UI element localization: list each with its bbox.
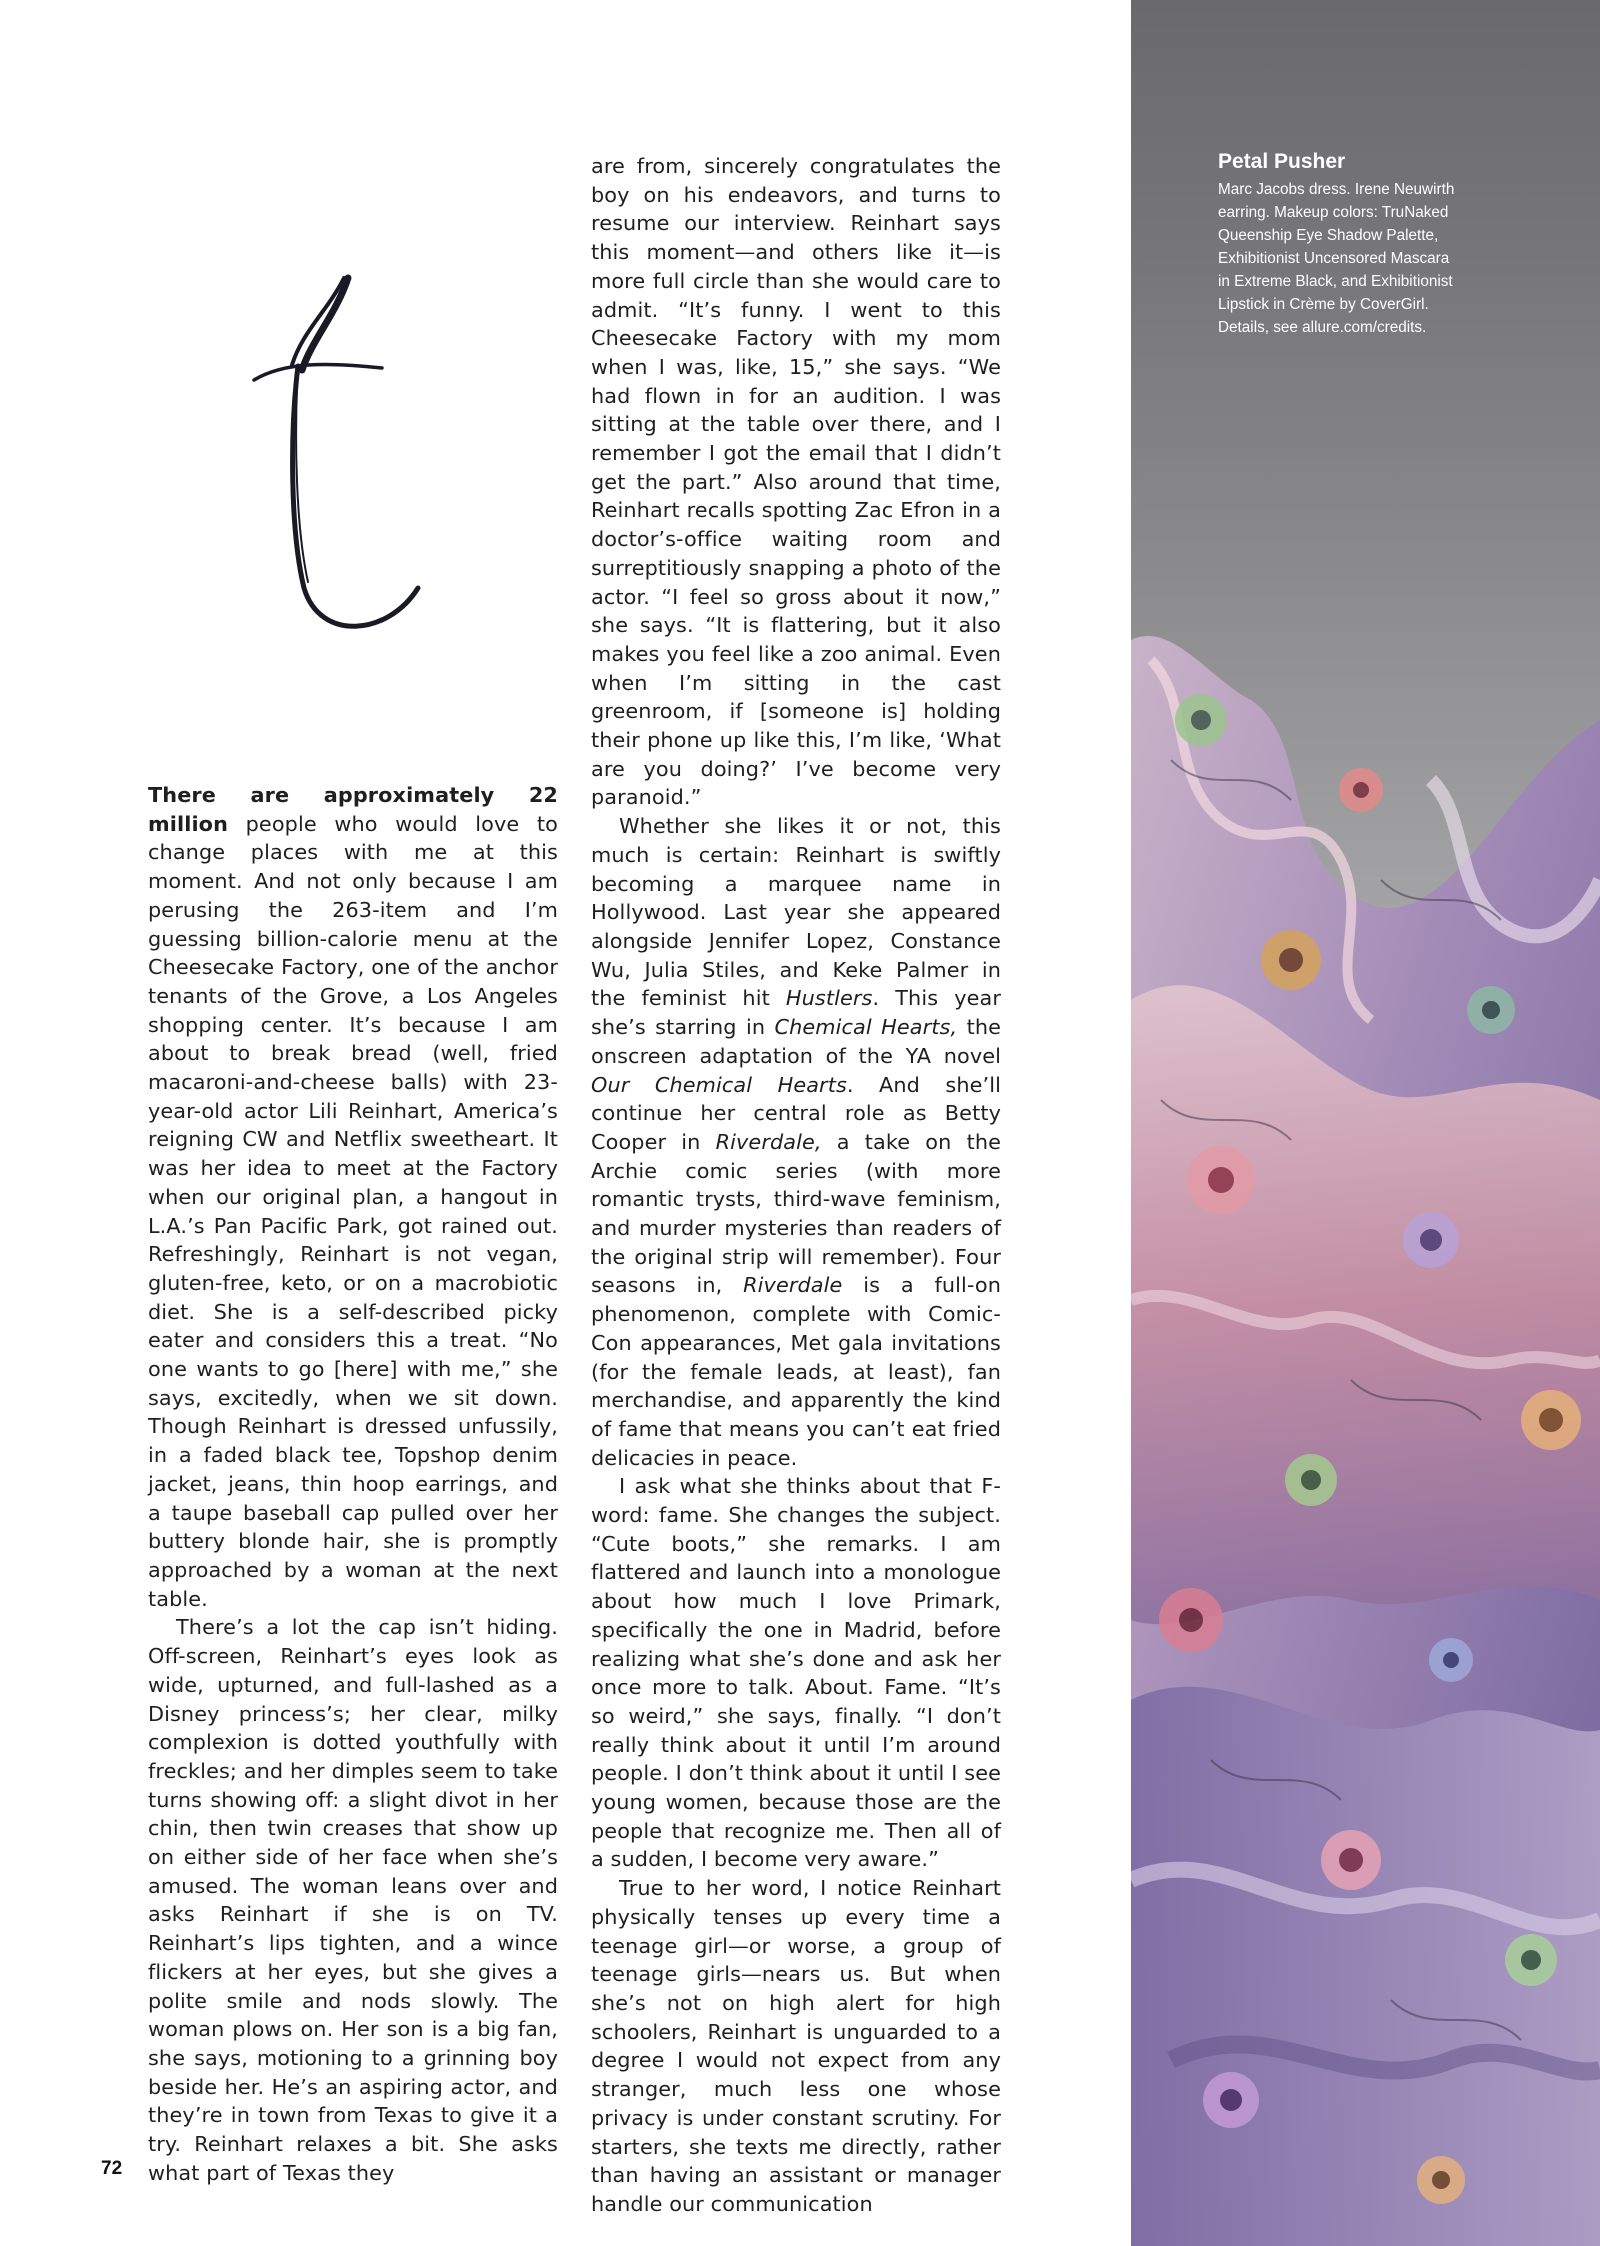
lead-in-text: There are approximately 22 million [148, 783, 558, 836]
paragraph-text: . This year she’s starring in [591, 986, 1001, 1040]
title-riverdale: Riverdale, [715, 1129, 822, 1154]
article-paragraph [148, 781, 558, 1613]
article-paragraph [591, 812, 1001, 1472]
article-paragraph: are from, sincerely congratulates the boy on his endeavors, and turns to resume our interview. Reinhart says this moment—and others like it—is more full circle than she would care to admit. “It’s funny. I went to this Cheesecake Factory with my mom when I was, like, 15,” she says. “We had flown in for an audition. I was sitting at the table over there, and I remember I got the email that I didn’t get the part.” Also around that time, Reinhart recalls spotting Zac Efron in a doctor’s-office waiting room and surreptitiously snapping a photo of the actor. “I feel so gross about it now,” she says. “It is flattering, but it also makes you feel like a zoo animal. Even when I’m sitting in the cast greenroom, if [someone is] holding their phone up like this, I’m like, ‘What are you doing?’ I’ve become very paranoid.” [591, 154, 1001, 810]
page-number: 72 [101, 2158, 123, 2179]
paragraph-text: a take on the Archie comic series (with more romantic trysts, third-wave feminism, and murder mysteries than readers of the original strip will remember). Four seasons in, [591, 1129, 1001, 1298]
paragraph-text: is a full-on phenomenon, complete with Comic-Con appearances, Met gala invitations (for the female leads, at least), fan merchandise, and apparently the kind of fame that means you can’t eat fried delicacies in peace. [591, 1273, 1001, 1470]
article-column-right [591, 152, 1001, 2219]
title-our-chemical-hearts: Our Chemical Hearts [591, 1072, 847, 1097]
article-paragraph: I ask what she thinks about that F-word: fame. She changes the subject. “Cute boots,” she remarks. I am flattered and launch into a monologue about how much I love Primark, specifically the one in Madrid, before realizing what she’s done and ask her once more to talk. About. Fame. “It’s so weird,” she says, finally. “I don’t really think about it until I’m around people. I don’t think about it until I see young women, because those are the people that recognize me. Then all of a sudden, I become very aware.” [591, 1474, 1001, 1872]
caption-title: Petal Pusher [1218, 150, 1346, 173]
paragraph-text: . And she’ll continue her central role as Betty Cooper in [591, 1072, 1001, 1154]
article-paragraph: There’s a lot the cap isn’t hiding. Off-screen, Reinhart’s eyes look as wide, upturned, and full-lashed as a Disney princess’s; her clear, milky complexion is dotted youthfully with freckles; and her dimples seem to take turns showing off: a slight divot in her chin, then twin creases that show up on either side of her face when she’s amused. The woman leans over and asks Reinhart if she is on TV. Reinhart’s lips tighten, and a wince flickers at her eyes, but she gives a polite smile and nods slowly. The woman plows on. Her son is a big fan, she says, motioning to a grinning boy beside her. He’s an aspiring actor, and they’re in town from Texas to give it a try. Reinhart relaxes a bit. She asks what part of Texas they [148, 1615, 558, 2185]
article-paragraph: True to her word, I notice Reinhart physically tenses up every time a teenage girl—or worse, a group of teenage girls—nears us. But when she’s not on high alert for high schoolers, Reinhart is unguarded to a degree I would not expect from any stranger, much less one whose privacy is under constant scrutiny. For starters, she texts me directly, rather than having an assistant or manager handle our communication [591, 1876, 1001, 2216]
paragraph-text: Whether she likes it or not, this much is certain: Reinhart is swiftly becoming a marquee name in Hollywood. Last year she appeared alongside Jennifer Lopez, Constance Wu, Julia Stiles, and Keke Palmer in the feminist hit [591, 814, 1001, 1011]
caption-body: Marc Jacobs dress. Irene Neuwirth earring. Makeup colors: TruNaked Queenship Eye Shadow Palette, Exhibitionist Uncensored Mascara in Extreme Black, and Exhibitionist Lipstick in Crème by CoverGirl. Details, see allure.com/credits. [1218, 181, 1455, 336]
paragraph-text: the onscreen adaptation of the YA novel [591, 1015, 1001, 1068]
photo-caption [1218, 149, 1458, 339]
drop-cap-letter [240, 270, 440, 650]
article-column-left [148, 781, 558, 2187]
title-riverdale: Riverdale [743, 1273, 843, 1298]
title-hustlers: Hustlers [785, 986, 873, 1011]
paragraph-text: people who would love to change places with me at this moment. And not only because I am perusing the 263-item and I’m guessing billion-calorie menu at the Cheesecake Factory, one of the anchor tenants of the Grove, a Los Angeles shopping center. It’s because I am about to break bread (well, fried macaroni-and-cheese balls) with 23-year-old actor Lili Reinhart, America’s reigning CW and Netflix sweetheart. It was her idea to meet at the Factory when our original plan, a hangout in L.A.’s Pan Pacific Park, got rained out. Refreshingly, Reinhart is not vegan, gluten-free, keto, or on a macrobiotic diet. She is a self-described picky eater and considers this a treat. “No one wants to go [here] with me,” she says, excitedly, when we sit down. Though Reinhart is dressed unfussily, in a faded black tee, Topshop denim jacket, jeans, thin hoop earrings, and a taupe baseball cap pulled over her buttery blonde hair, she is promptly approached by a woman at the next table. [148, 811, 558, 1611]
title-chemical-hearts: Chemical Hearts, [774, 1015, 958, 1040]
